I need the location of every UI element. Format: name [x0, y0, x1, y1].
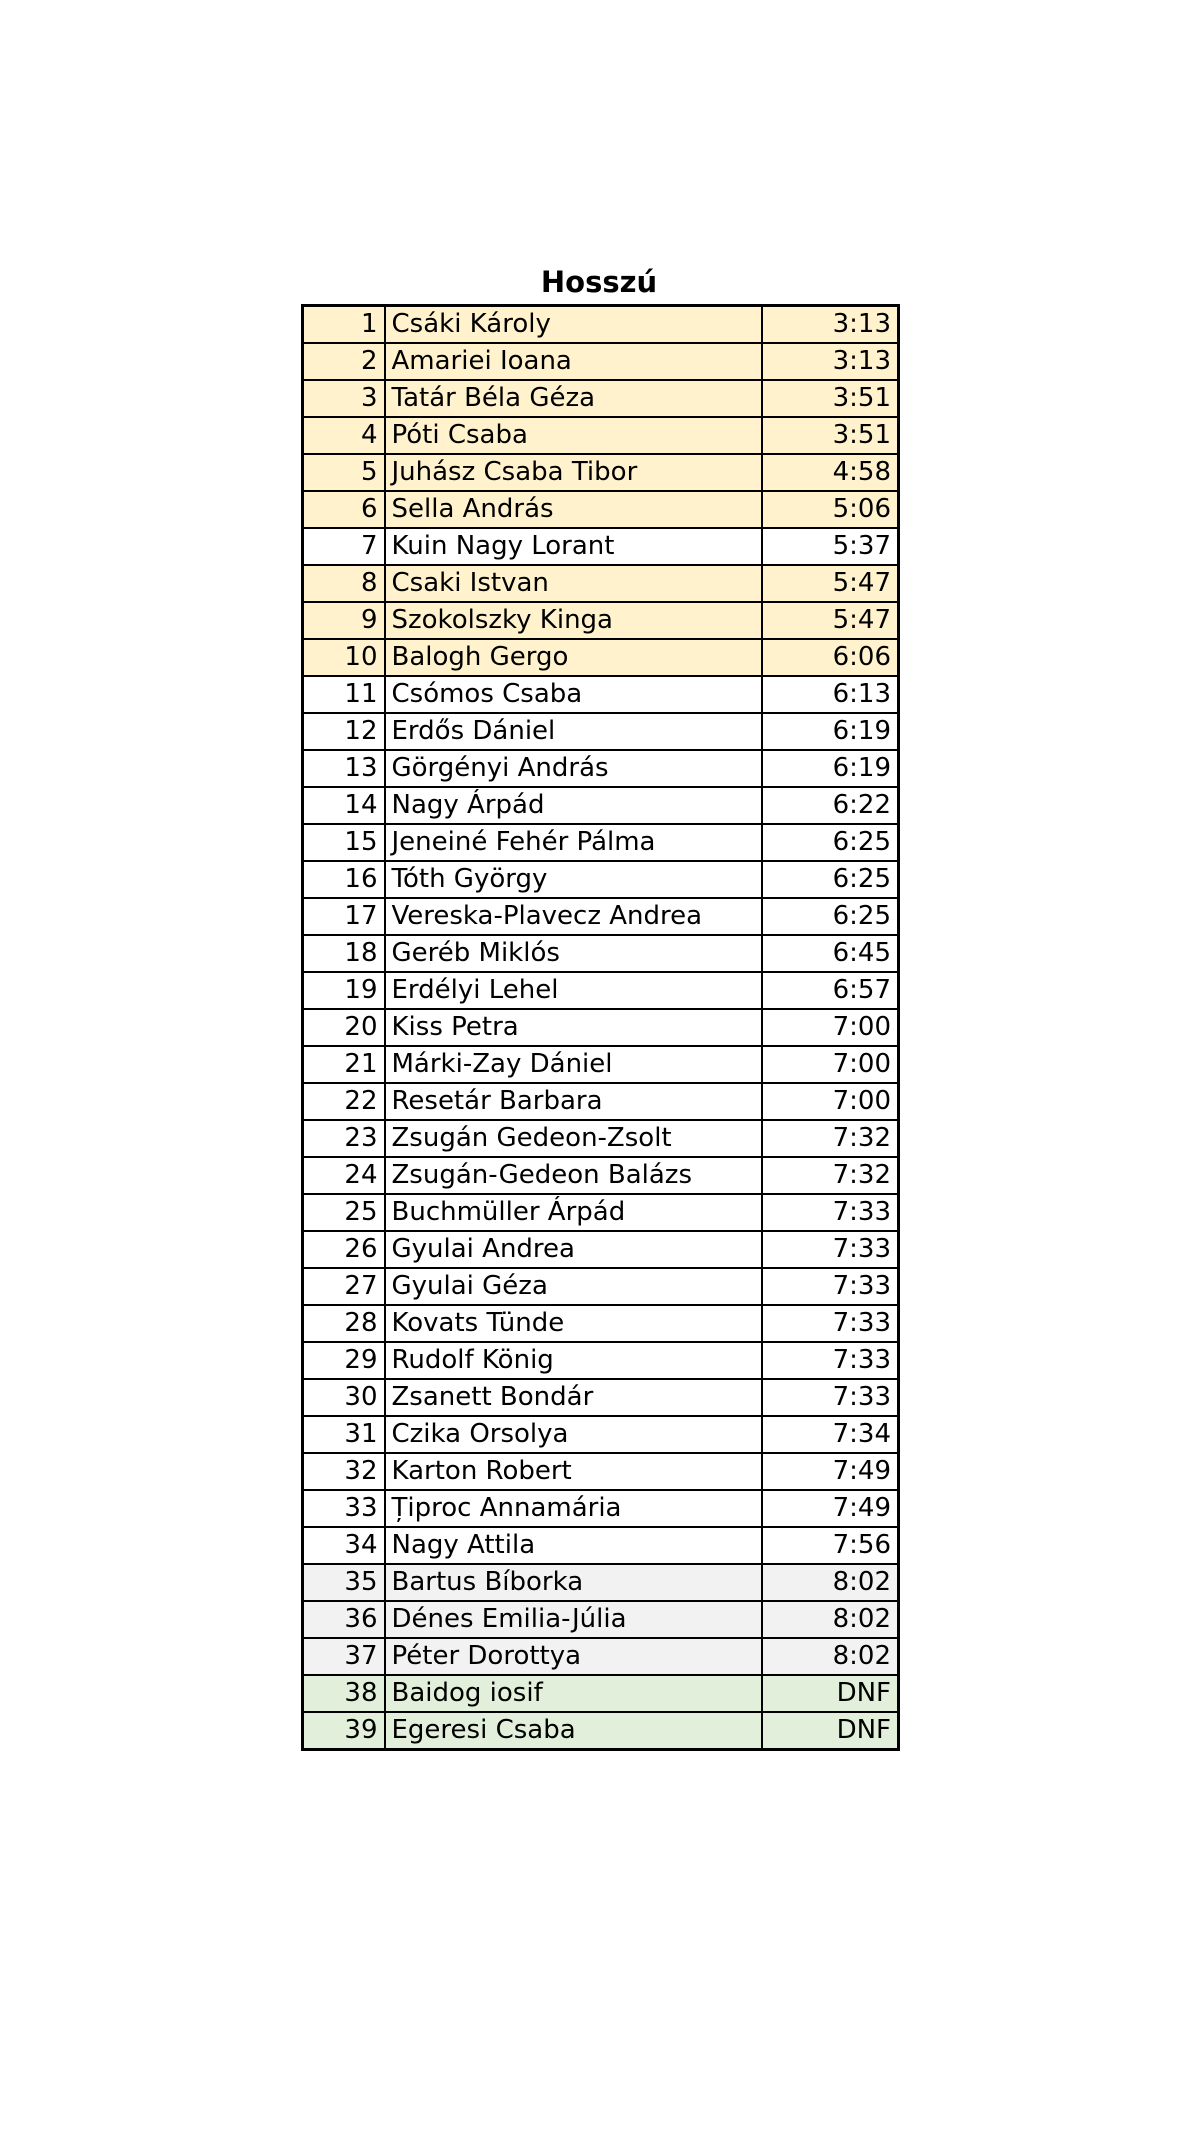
- table-row: [303, 1231, 899, 1268]
- table-title: Hosszú: [540, 265, 658, 299]
- table-row: [303, 1453, 899, 1490]
- table-row: [303, 306, 899, 344]
- results-table: [301, 304, 900, 1751]
- table-row: [303, 639, 899, 676]
- time-cell: 6:25: [762, 861, 899, 898]
- time-cell: 6:19: [762, 713, 899, 750]
- table-row: [303, 1268, 899, 1305]
- name-cell: Csáki Károly: [385, 306, 762, 344]
- rank-cell: 12: [303, 713, 385, 750]
- time-cell: 8:02: [762, 1601, 899, 1638]
- name-cell: Resetár Barbara: [385, 1083, 762, 1120]
- time-cell: 3:13: [762, 306, 899, 344]
- rank-cell: 18: [303, 935, 385, 972]
- time-cell: 7:49: [762, 1453, 899, 1490]
- table-row: [303, 861, 899, 898]
- name-cell: Péter Dorottya: [385, 1638, 762, 1675]
- rank-cell: 28: [303, 1305, 385, 1342]
- time-cell: 7:33: [762, 1379, 899, 1416]
- time-cell: 7:56: [762, 1527, 899, 1564]
- rank-cell: 37: [303, 1638, 385, 1675]
- table-row: [303, 1305, 899, 1342]
- time-cell: 3:51: [762, 380, 899, 417]
- table-row: [303, 1675, 899, 1712]
- time-cell: 8:02: [762, 1638, 899, 1675]
- table-row: [303, 1638, 899, 1675]
- time-cell: 7:49: [762, 1490, 899, 1527]
- time-cell: 7:00: [762, 1009, 899, 1046]
- time-cell: 7:33: [762, 1231, 899, 1268]
- rank-cell: 26: [303, 1231, 385, 1268]
- table-row: [303, 1194, 899, 1231]
- time-cell: 7:00: [762, 1046, 899, 1083]
- name-cell: Csómos Csaba: [385, 676, 762, 713]
- time-cell: 7:33: [762, 1342, 899, 1379]
- table-row: [303, 1564, 899, 1601]
- rank-cell: 9: [303, 602, 385, 639]
- rank-cell: 13: [303, 750, 385, 787]
- time-cell: 3:13: [762, 343, 899, 380]
- rank-cell: 23: [303, 1120, 385, 1157]
- table-row: [303, 1379, 899, 1416]
- name-cell: Gyulai Andrea: [385, 1231, 762, 1268]
- rank-cell: 24: [303, 1157, 385, 1194]
- table-row: [303, 1712, 899, 1750]
- rank-cell: 38: [303, 1675, 385, 1712]
- table-row: [303, 454, 899, 491]
- time-cell: 6:19: [762, 750, 899, 787]
- table-row: [303, 1046, 899, 1083]
- time-cell: 7:32: [762, 1157, 899, 1194]
- rank-cell: 32: [303, 1453, 385, 1490]
- time-cell: 6:45: [762, 935, 899, 972]
- name-cell: Zsugán Gedeon-Zsolt: [385, 1120, 762, 1157]
- table-row: [303, 1120, 899, 1157]
- name-cell: Egeresi Csaba: [385, 1712, 762, 1750]
- name-cell: Vereska-Plavecz Andrea: [385, 898, 762, 935]
- table-row: [303, 1490, 899, 1527]
- results-table-body: [303, 306, 899, 1750]
- name-cell: Țiproc Annamária: [385, 1490, 762, 1527]
- table-row: [303, 565, 899, 602]
- rank-cell: 4: [303, 417, 385, 454]
- rank-cell: 5: [303, 454, 385, 491]
- rank-cell: 16: [303, 861, 385, 898]
- name-cell: Rudolf König: [385, 1342, 762, 1379]
- time-cell: DNF: [762, 1675, 899, 1712]
- name-cell: Szokolszky Kinga: [385, 602, 762, 639]
- table-row: [303, 380, 899, 417]
- rank-cell: 39: [303, 1712, 385, 1750]
- time-cell: 6:57: [762, 972, 899, 1009]
- rank-cell: 8: [303, 565, 385, 602]
- name-cell: Kovats Tünde: [385, 1305, 762, 1342]
- time-cell: 7:33: [762, 1268, 899, 1305]
- name-cell: Kiss Petra: [385, 1009, 762, 1046]
- table-row: [303, 750, 899, 787]
- rank-cell: 6: [303, 491, 385, 528]
- rank-cell: 3: [303, 380, 385, 417]
- time-cell: 5:06: [762, 491, 899, 528]
- time-cell: 6:25: [762, 898, 899, 935]
- name-cell: Bartus Bíborka: [385, 1564, 762, 1601]
- name-cell: Gyulai Géza: [385, 1268, 762, 1305]
- time-cell: 7:00: [762, 1083, 899, 1120]
- name-cell: Nagy Árpád: [385, 787, 762, 824]
- table-row: [303, 676, 899, 713]
- rank-cell: 14: [303, 787, 385, 824]
- table-row: [303, 1527, 899, 1564]
- rank-cell: 35: [303, 1564, 385, 1601]
- name-cell: Jeneiné Fehér Pálma: [385, 824, 762, 861]
- name-cell: Czika Orsolya: [385, 1416, 762, 1453]
- table-row: [303, 1009, 899, 1046]
- time-cell: 5:47: [762, 602, 899, 639]
- table-row: [303, 1083, 899, 1120]
- name-cell: Görgényi András: [385, 750, 762, 787]
- name-cell: Karton Robert: [385, 1453, 762, 1490]
- rank-cell: 7: [303, 528, 385, 565]
- name-cell: Kuin Nagy Lorant: [385, 528, 762, 565]
- table-row: [303, 824, 899, 861]
- rank-cell: 33: [303, 1490, 385, 1527]
- table-row: [303, 787, 899, 824]
- name-cell: Baidog iosif: [385, 1675, 762, 1712]
- time-cell: 7:33: [762, 1305, 899, 1342]
- name-cell: Zsugán-Gedeon Balázs: [385, 1157, 762, 1194]
- rank-cell: 22: [303, 1083, 385, 1120]
- time-cell: 5:47: [762, 565, 899, 602]
- table-row: [303, 491, 899, 528]
- time-cell: 7:34: [762, 1416, 899, 1453]
- table-row: [303, 898, 899, 935]
- time-cell: 7:33: [762, 1194, 899, 1231]
- name-cell: Tóth György: [385, 861, 762, 898]
- name-cell: Amariei Ioana: [385, 343, 762, 380]
- rank-cell: 21: [303, 1046, 385, 1083]
- rank-cell: 36: [303, 1601, 385, 1638]
- time-cell: 6:13: [762, 676, 899, 713]
- rank-cell: 30: [303, 1379, 385, 1416]
- rank-cell: 31: [303, 1416, 385, 1453]
- rank-cell: 10: [303, 639, 385, 676]
- time-cell: 6:25: [762, 824, 899, 861]
- rank-cell: 17: [303, 898, 385, 935]
- name-cell: Erdős Dániel: [385, 713, 762, 750]
- rank-cell: 20: [303, 1009, 385, 1046]
- name-cell: Juhász Csaba Tibor: [385, 454, 762, 491]
- table-row: [303, 1157, 899, 1194]
- name-cell: Tatár Béla Géza: [385, 380, 762, 417]
- rank-cell: 1: [303, 306, 385, 344]
- table-row: [303, 713, 899, 750]
- name-cell: Zsanett Bondár: [385, 1379, 762, 1416]
- time-cell: 4:58: [762, 454, 899, 491]
- name-cell: Sella András: [385, 491, 762, 528]
- name-cell: Csaki Istvan: [385, 565, 762, 602]
- time-cell: 6:22: [762, 787, 899, 824]
- rank-cell: 11: [303, 676, 385, 713]
- table-row: [303, 1601, 899, 1638]
- name-cell: Póti Csaba: [385, 417, 762, 454]
- name-cell: Dénes Emilia-Júlia: [385, 1601, 762, 1638]
- table-row: [303, 935, 899, 972]
- name-cell: Buchmüller Árpád: [385, 1194, 762, 1231]
- table-row: [303, 528, 899, 565]
- rank-cell: 19: [303, 972, 385, 1009]
- rank-cell: 25: [303, 1194, 385, 1231]
- rank-cell: 27: [303, 1268, 385, 1305]
- time-cell: 7:32: [762, 1120, 899, 1157]
- table-row: [303, 602, 899, 639]
- time-cell: 8:02: [762, 1564, 899, 1601]
- name-cell: Nagy Attila: [385, 1527, 762, 1564]
- table-row: [303, 343, 899, 380]
- name-cell: Geréb Miklós: [385, 935, 762, 972]
- time-cell: 5:37: [762, 528, 899, 565]
- rank-cell: 15: [303, 824, 385, 861]
- name-cell: Balogh Gergo: [385, 639, 762, 676]
- time-cell: DNF: [762, 1712, 899, 1750]
- table-row: [303, 417, 899, 454]
- table-row: [303, 1342, 899, 1379]
- rank-cell: 29: [303, 1342, 385, 1379]
- name-cell: Erdélyi Lehel: [385, 972, 762, 1009]
- rank-cell: 34: [303, 1527, 385, 1564]
- table-row: [303, 972, 899, 1009]
- table-row: [303, 1416, 899, 1453]
- time-cell: 6:06: [762, 639, 899, 676]
- name-cell: Márki-Zay Dániel: [385, 1046, 762, 1083]
- rank-cell: 2: [303, 343, 385, 380]
- time-cell: 3:51: [762, 417, 899, 454]
